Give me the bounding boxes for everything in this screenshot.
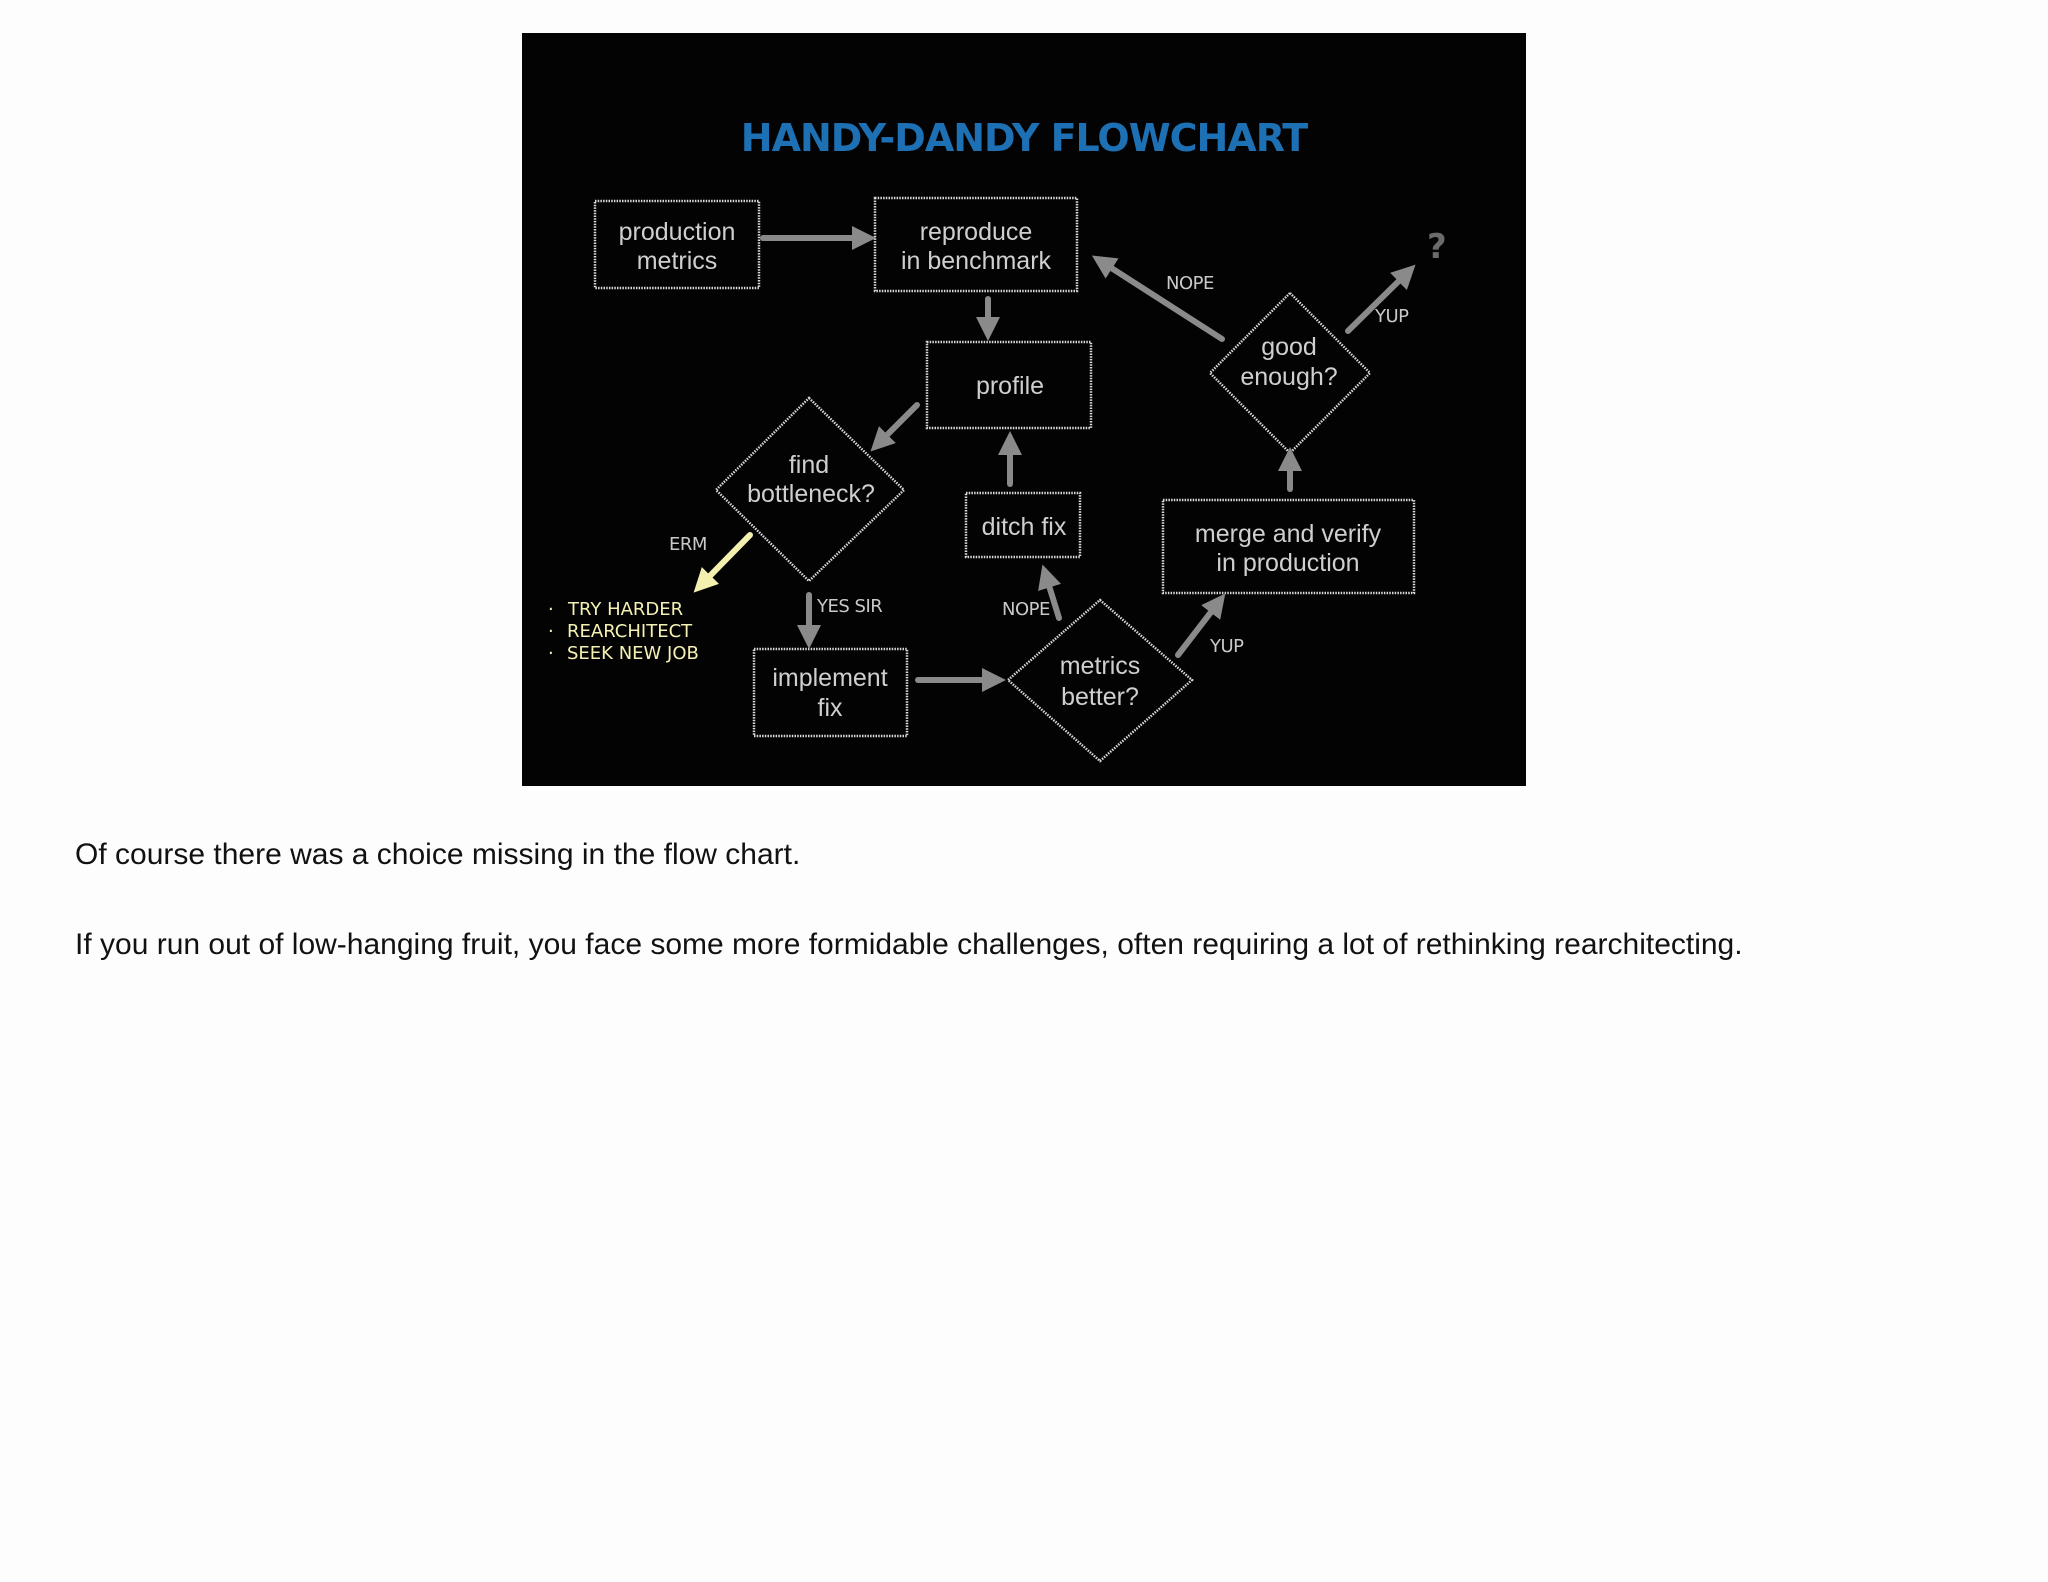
flowchart-diagram (522, 33, 1526, 786)
label-erm: ERM (669, 534, 707, 555)
node-good-enough-line2: enough? (1240, 363, 1338, 391)
node-reproduce-line2: in benchmark (900, 247, 1052, 275)
node-metrics-better-diamond (1008, 600, 1192, 761)
option-seek-new-job: SEEK NEW JOB (567, 643, 699, 664)
question-mark: ? (1427, 227, 1447, 267)
node-metrics-better-line2: better? (1061, 683, 1139, 711)
flowchart-title: HANDY-DANDY FLOWCHART (740, 116, 1308, 160)
presenter-note-line-1: Of course there was a choice missing in the flow chart. (75, 838, 801, 871)
option-bullet-2: · (548, 621, 554, 642)
arrow-bottleneck-to-options (702, 535, 750, 584)
node-profile-label: profile (975, 372, 1045, 400)
node-ditch-fix-label: ditch fix (981, 513, 1067, 541)
node-production-metrics-line1: production (618, 218, 736, 246)
node-reproduce-line1: reproduce (919, 218, 1033, 246)
option-try-harder: TRY HARDER (568, 599, 684, 620)
option-bullet-1: · (548, 599, 554, 620)
presenter-note-line-2: If you run out of low-hanging fruit, you face some more formidable challenges, often requiring a lot of rethinking rearchitecting. (75, 928, 1743, 961)
node-implement-fix-line2: fix (817, 694, 843, 722)
label-nope-top: NOPE (1166, 273, 1214, 294)
arrow-profile-to-bottleneck (879, 405, 917, 443)
label-yup-top: YUP (1375, 306, 1409, 327)
node-find-bottleneck-line1: find (788, 451, 830, 479)
option-rearchitect: REARCHITECT (567, 621, 693, 642)
node-implement-fix-box (754, 649, 907, 736)
label-yes-sir: YES SIR (817, 596, 883, 617)
option-bullet-3: · (548, 643, 554, 664)
node-good-enough-line1: good (1261, 333, 1317, 361)
slide-image (522, 33, 1526, 786)
label-yup-bottom: YUP (1210, 636, 1244, 657)
node-merge-verify-line1: merge and verify (1194, 520, 1382, 548)
label-nope-bottom: NOPE (1002, 599, 1050, 620)
node-find-bottleneck-line2: bottleneck? (747, 480, 875, 508)
node-implement-fix-line1: implement (772, 664, 888, 692)
node-merge-verify-line2: in production (1216, 549, 1360, 577)
node-production-metrics-line2: metrics (636, 247, 718, 275)
node-metrics-better-line1: metrics (1059, 652, 1141, 680)
